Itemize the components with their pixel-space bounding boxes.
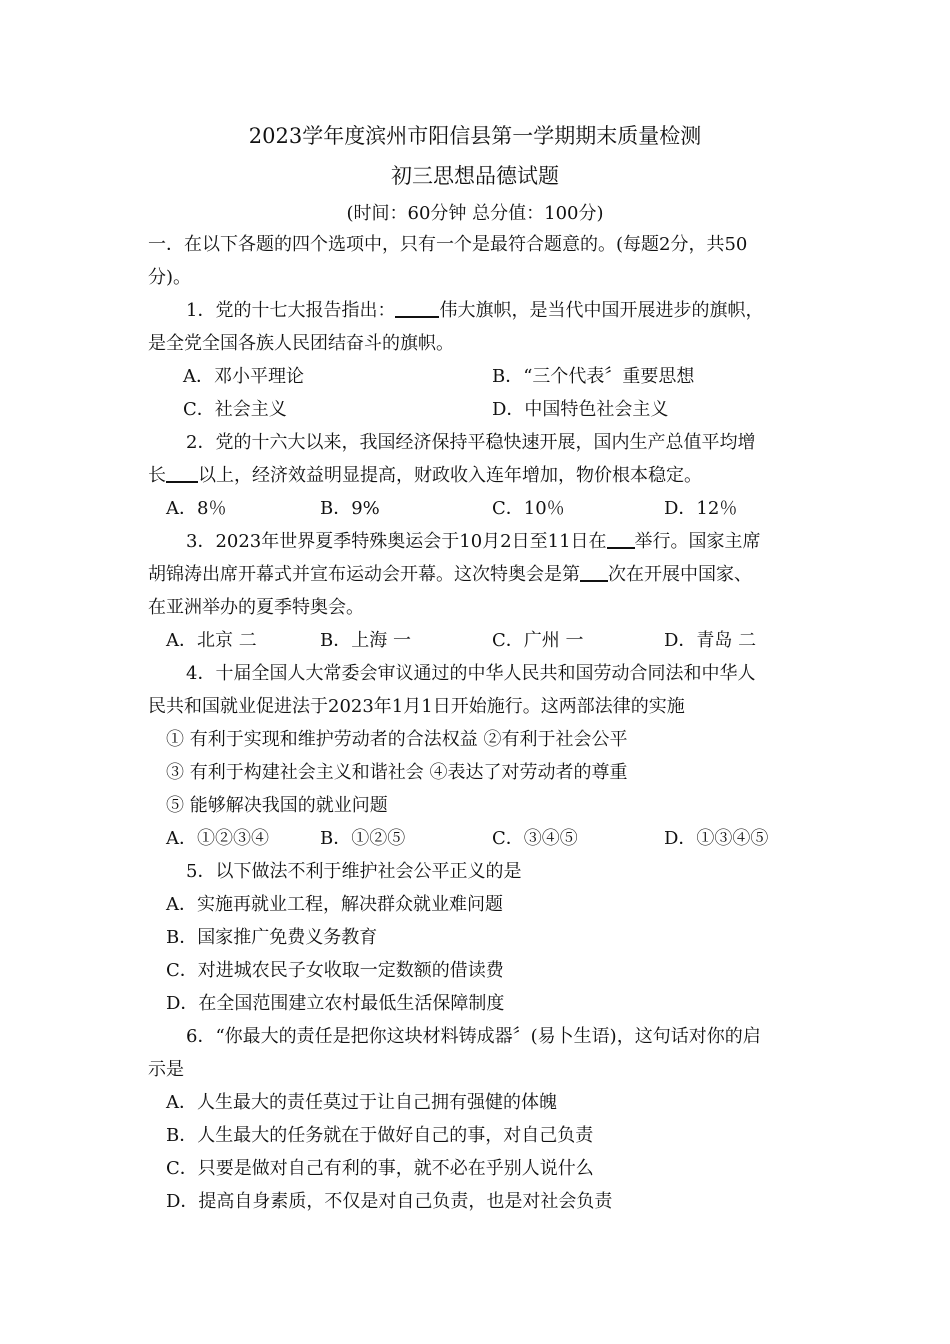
option-a: A．邓小平理论 bbox=[183, 366, 304, 387]
question-1-text-b: 伟大旗帜，是当代中国开展进步的旗帜， bbox=[439, 300, 764, 321]
option-c: C．只要是做对自己有利的事，就不必在乎别人说什么 bbox=[166, 1158, 594, 1179]
question-3-text-b: 举行。国家主席 bbox=[634, 531, 761, 552]
option-d: D．12％ bbox=[664, 498, 738, 519]
question-3-text-a: 3．2023年世界夏季特殊奥运会于10月2日至11日在 bbox=[186, 531, 607, 552]
option-d: D．提高自身素质，不仅是对自己负责，也是对社会负责 bbox=[166, 1191, 613, 1212]
option-a: A．实施再就业工程，解决群众就业难问题 bbox=[166, 894, 503, 915]
exam-info: (时间：60分钟 总分值：100分) bbox=[346, 203, 604, 224]
option-b: B．①②⑤ bbox=[320, 828, 406, 849]
question-6-line-2: 示是 bbox=[148, 1059, 184, 1080]
option-c: C．社会主义 bbox=[183, 399, 287, 420]
answer-blank bbox=[607, 531, 635, 549]
question-1-line-2: 是全党全国各族人民团结奋斗的旗帜。 bbox=[148, 333, 454, 354]
statement-list: ① 有利于实现和维护劳动者的合法权益 ②有利于社会公平 bbox=[166, 729, 628, 750]
option-c: C．③④⑤ bbox=[492, 828, 578, 849]
question-4-line-2: 民共和国就业促进法于2023年1月1日开始施行。这两部法律的实施 bbox=[148, 696, 685, 717]
question-3-text-c: 胡锦涛出席开幕式并宣布运动会开幕。这次特奥会是第 bbox=[148, 564, 580, 585]
question-2-line-1: 2．党的十六大以来，我国经济保持平稳快速开展，国内生产总值平均增 bbox=[186, 432, 756, 453]
question-1-line-1 bbox=[186, 299, 763, 323]
option-d: D．青岛 二 bbox=[664, 630, 757, 651]
exam-title: 2023学年度滨州市阳信县第一学期期末质量检测 bbox=[248, 124, 702, 148]
exam-subtitle: 初三思想品德试题 bbox=[391, 164, 559, 188]
question-3-line-2 bbox=[148, 563, 752, 587]
section-intro-cont: 分)。 bbox=[148, 267, 192, 288]
option-c: C．10％ bbox=[492, 498, 565, 519]
answer-blank bbox=[580, 564, 608, 582]
option-b: B．9% bbox=[320, 498, 380, 519]
answer-blank bbox=[395, 300, 439, 318]
answer-blank bbox=[166, 465, 198, 483]
question-6-line-1: 6．“你最大的责任是把你这块材料铸成器〞(易卜生语)，这句话对你的启 bbox=[186, 1026, 761, 1047]
option-a: A．北京 二 bbox=[166, 630, 257, 651]
question-1-text-a: 1．党的十七大报告指出： bbox=[186, 300, 396, 321]
option-d: D．中国特色社会主义 bbox=[492, 399, 669, 420]
question-2-line-2 bbox=[148, 464, 702, 488]
statement-list: ⑤ 能够解决我国的就业问题 bbox=[166, 795, 388, 816]
question-3-text-d: 次在开展中国家、 bbox=[608, 564, 752, 585]
statement-list: ③ 有利于构建社会主义和谐社会 ④表达了对劳动者的尊重 bbox=[166, 762, 628, 783]
option-b: B．“三个代表〞重要思想 bbox=[492, 366, 695, 387]
question-3-line-3: 在亚洲举办的夏季特奥会。 bbox=[148, 597, 364, 618]
section-intro: 一．在以下各题的四个选项中，只有一个是最符合题意的。(每题2分，共50 bbox=[148, 234, 748, 255]
option-d: D．在全国范围建立农村最低生活保障制度 bbox=[166, 993, 505, 1014]
option-b: B．国家推广免费义务教育 bbox=[166, 927, 378, 948]
option-b: B．上海 一 bbox=[320, 630, 411, 651]
option-a: A．①②③④ bbox=[166, 828, 269, 849]
question-2-text-b: 以上，经济效益明显提高，财政收入连年增加，物价根本稳定。 bbox=[198, 465, 702, 486]
option-c: C．广州 一 bbox=[492, 630, 584, 651]
option-c: C．对进城农民子女收取一定数额的借读费 bbox=[166, 960, 504, 981]
question-2-text-a: 长 bbox=[148, 465, 166, 486]
question-5-stem: 5．以下做法不利于维护社会公平正义的是 bbox=[186, 861, 522, 882]
option-a: A．人生最大的责任莫过于让自己拥有强健的体魄 bbox=[166, 1092, 557, 1113]
option-b: B．人生最大的任务就在于做好自己的事，对自己负责 bbox=[166, 1125, 594, 1146]
question-4-line-1: 4．十届全国人大常委会审议通过的中华人民共和国劳动合同法和中华人 bbox=[186, 663, 756, 684]
option-a: A．8％ bbox=[166, 498, 227, 519]
question-3-line-1 bbox=[186, 530, 761, 554]
option-d: D．①③④⑤ bbox=[664, 828, 769, 849]
